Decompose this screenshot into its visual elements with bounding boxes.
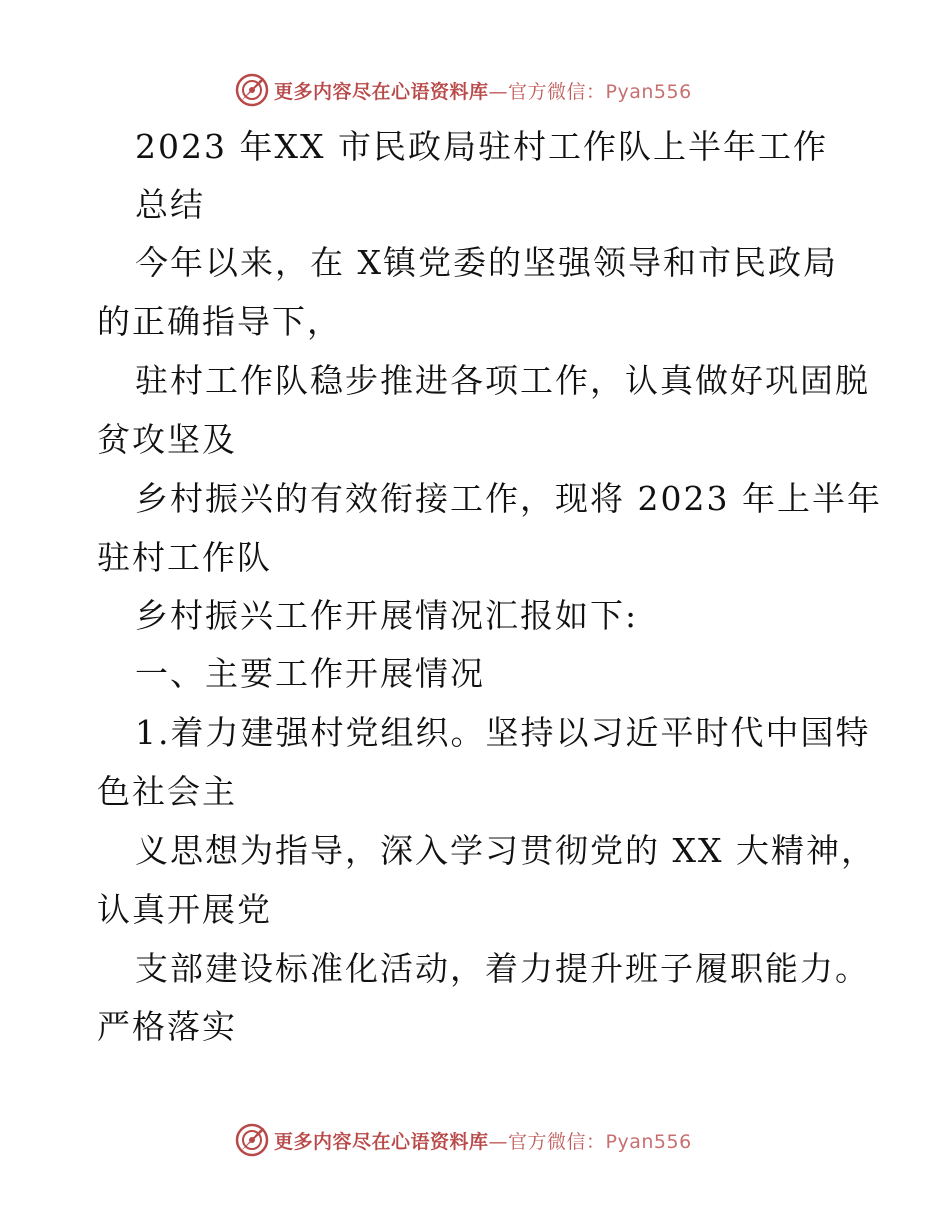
watermark-separator: — (488, 1130, 509, 1153)
paragraph-line: 支部建设标准化活动，着力提升班子履职能力。 (135, 949, 870, 988)
watermark-main-text: 更多内容尽在心语资料库 (274, 1130, 489, 1153)
paragraph-line: 乡村振兴工作开展情况汇报如下: (135, 596, 639, 635)
logo-icon (234, 72, 270, 108)
paragraph-line: 认真开展党 (97, 890, 272, 929)
paragraph-line: 驻村工作队稳步推进各项工作，认真做好巩固脱 (135, 361, 870, 400)
document-title-line-1: 2023 年XX 市民政局驻村工作队上半年工作 (135, 127, 828, 166)
paragraph-line: 驻村工作队 (97, 538, 272, 577)
footer-watermark (234, 1122, 692, 1158)
paragraph-line: 1.着力建强村党组织。坚持以习近平时代中国特 (135, 713, 871, 752)
header-watermark (234, 72, 692, 108)
watermark-separator: — (488, 80, 509, 103)
section-heading: 一、主要工作开展情况 (135, 654, 485, 693)
watermark-wechat-id: Pyan556 (605, 1130, 692, 1153)
watermark-secondary-text: 官方微信： (508, 80, 606, 103)
watermark-text (274, 1127, 692, 1154)
paragraph-line: 义思想为指导，深入学习贯彻党的 XX 大精神， (135, 831, 876, 870)
watermark-secondary-text: 官方微信： (508, 1130, 606, 1153)
paragraph-line: 乡村振兴的有效衔接工作，现将 2023 年上半年 (135, 479, 882, 518)
paragraph-line: 严格落实 (97, 1007, 237, 1046)
paragraph-line: 贫攻坚及 (97, 420, 237, 459)
watermark-main-text: 更多内容尽在心语资料库 (274, 80, 489, 103)
watermark-text (274, 77, 692, 104)
paragraph-line: 今年以来，在 X镇党委的坚强领导和市民政局 (135, 243, 838, 282)
paragraph-line: 色社会主 (97, 772, 237, 811)
watermark-wechat-id: Pyan556 (605, 80, 692, 103)
logo-icon (234, 1122, 270, 1158)
document-title-line-2: 总结 (135, 185, 205, 224)
paragraph-line: 的正确指导下， (97, 302, 342, 341)
